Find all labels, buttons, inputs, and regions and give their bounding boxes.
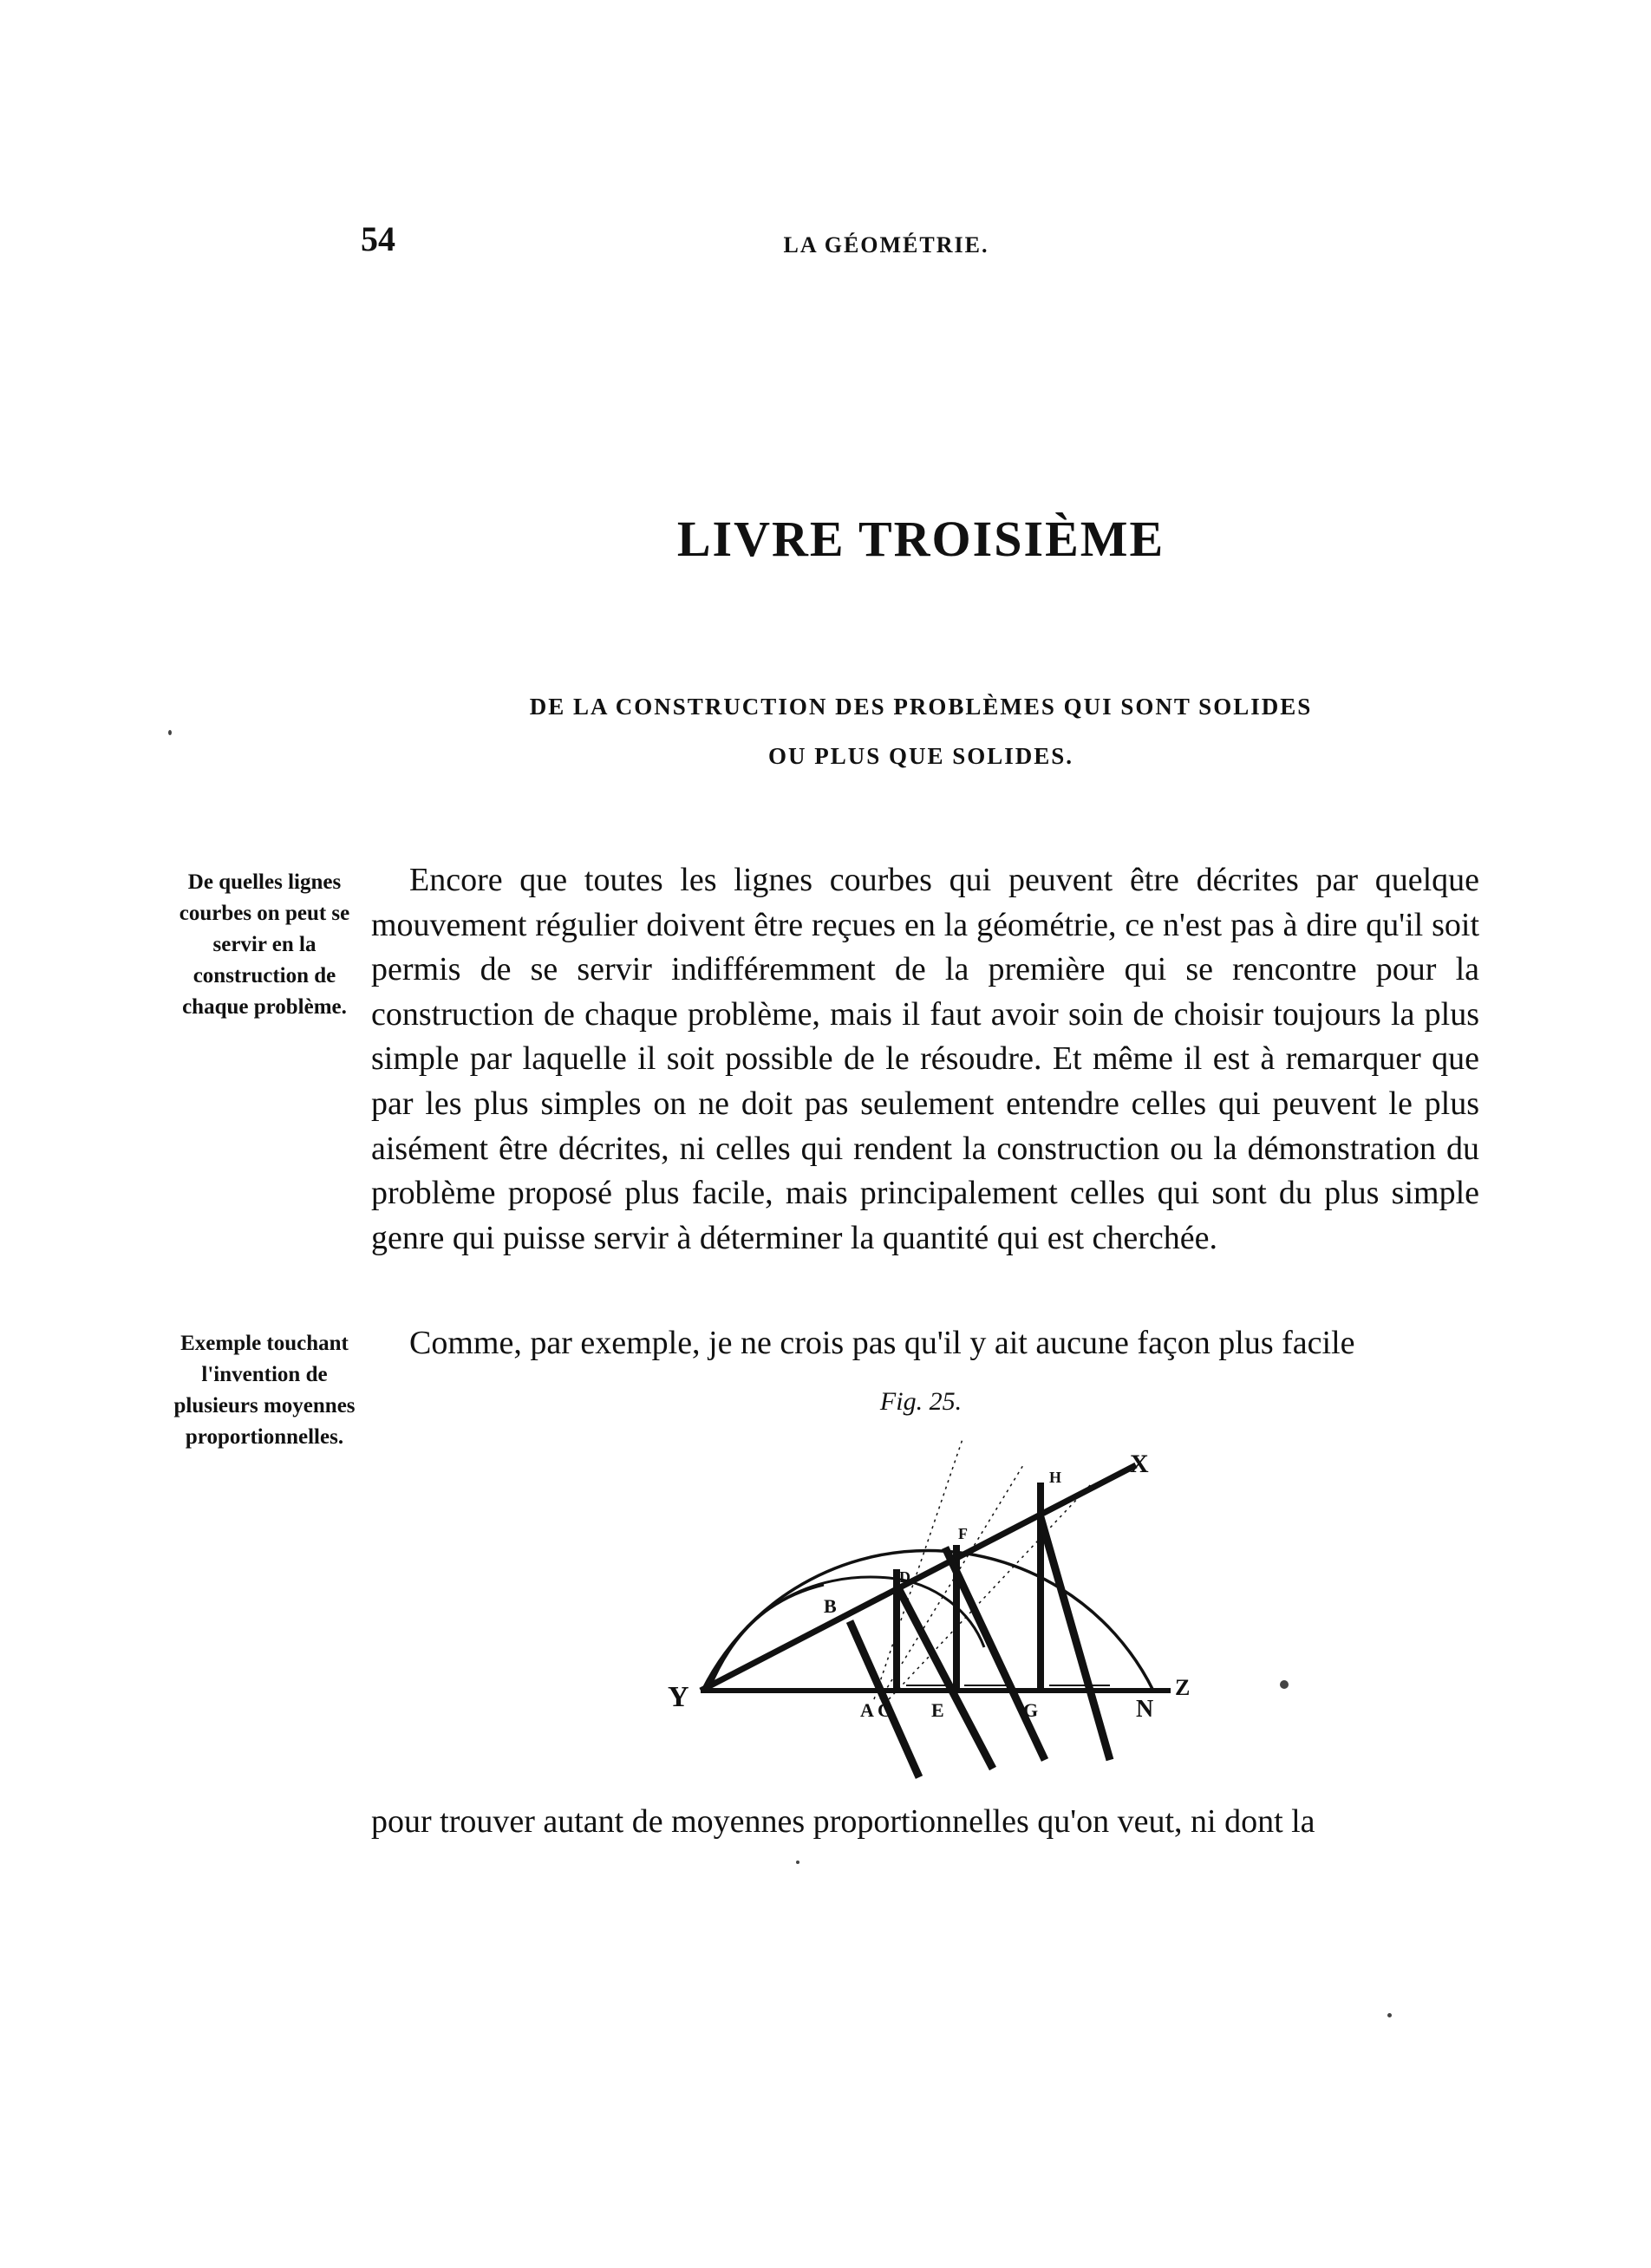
label-B: B [824,1595,837,1617]
chapter-title: LIVRE TROISIÈME [676,511,1165,567]
chapter-subtitle-line-1: DE LA CONSTRUCTION DES PROBLÈMES QUI SONT SOLIDES [529,694,1313,720]
label-H: H [1049,1469,1062,1486]
figure-caption: Fig. 25. [879,1387,963,1416]
label-Z: Z [1175,1675,1191,1700]
speck [168,730,172,735]
label-X: X [1130,1450,1149,1478]
figure-25-diagram [659,1431,1370,1795]
speck [796,1861,799,1864]
chapter-subtitle-line-2: OU PLUS QUE SOLIDES. [767,743,1074,769]
label-A: A [860,1699,874,1721]
line-YX [701,1465,1136,1691]
ruler-slant-3 [945,1548,1045,1760]
margin-note-curves: De quelles lignes courbes on peut se servir en la construction de chaque problème. [179,870,350,1019]
margin-note-example: Exemple touchant l'invention de plusieurs moyennes proportionnelles. [173,1332,356,1449]
label-D: D [899,1568,910,1586]
label-E: E [931,1699,944,1721]
paragraph-1: Encore que toutes les lignes courbes qui peuvent être décrites par quelque mouvement régulier doivent être reçues en la géométrie, ce n'est pas à dire qu'il soit permis de se servir indifféremment de la première qui se rencontre pour la construction de chaque problème, mais il faut avoir soin de choisir toujours la plus simple par laquelle il soit possible de le résoudre. Et même il est à remarquer que par les plus simples on ne doit pas seulement entendre celles qui peuvent le plus aisément être décrites, ni celles qui rendent la construction ou la démonstration du problème proposé plus facile, mais principalement celles qui sont du plus simple genre qui puisse servir à déterminer la quantité qui est cherchée. [371,862,1479,1256]
label-G: G [1023,1699,1039,1721]
speck [1387,2013,1392,2017]
page-number: 54 [361,219,395,258]
paragraph-2: Comme, par exemple, je ne crois pas qu'il y ait aucune façon plus facile [409,1325,1355,1361]
label-C: C [878,1699,891,1721]
running-title: LA GÉOMÉTRIE. [783,232,989,257]
ruler-slant-4 [1041,1517,1110,1760]
label-N: N [1136,1696,1154,1723]
dotted-line-1 [874,1439,963,1699]
paragraph-3: pour trouver autant de moyennes proportionnelles qu'on veut, ni dont la [371,1803,1315,1840]
label-Y: Y [668,1681,689,1713]
speck [1280,1680,1289,1689]
label-F: F [958,1525,968,1542]
